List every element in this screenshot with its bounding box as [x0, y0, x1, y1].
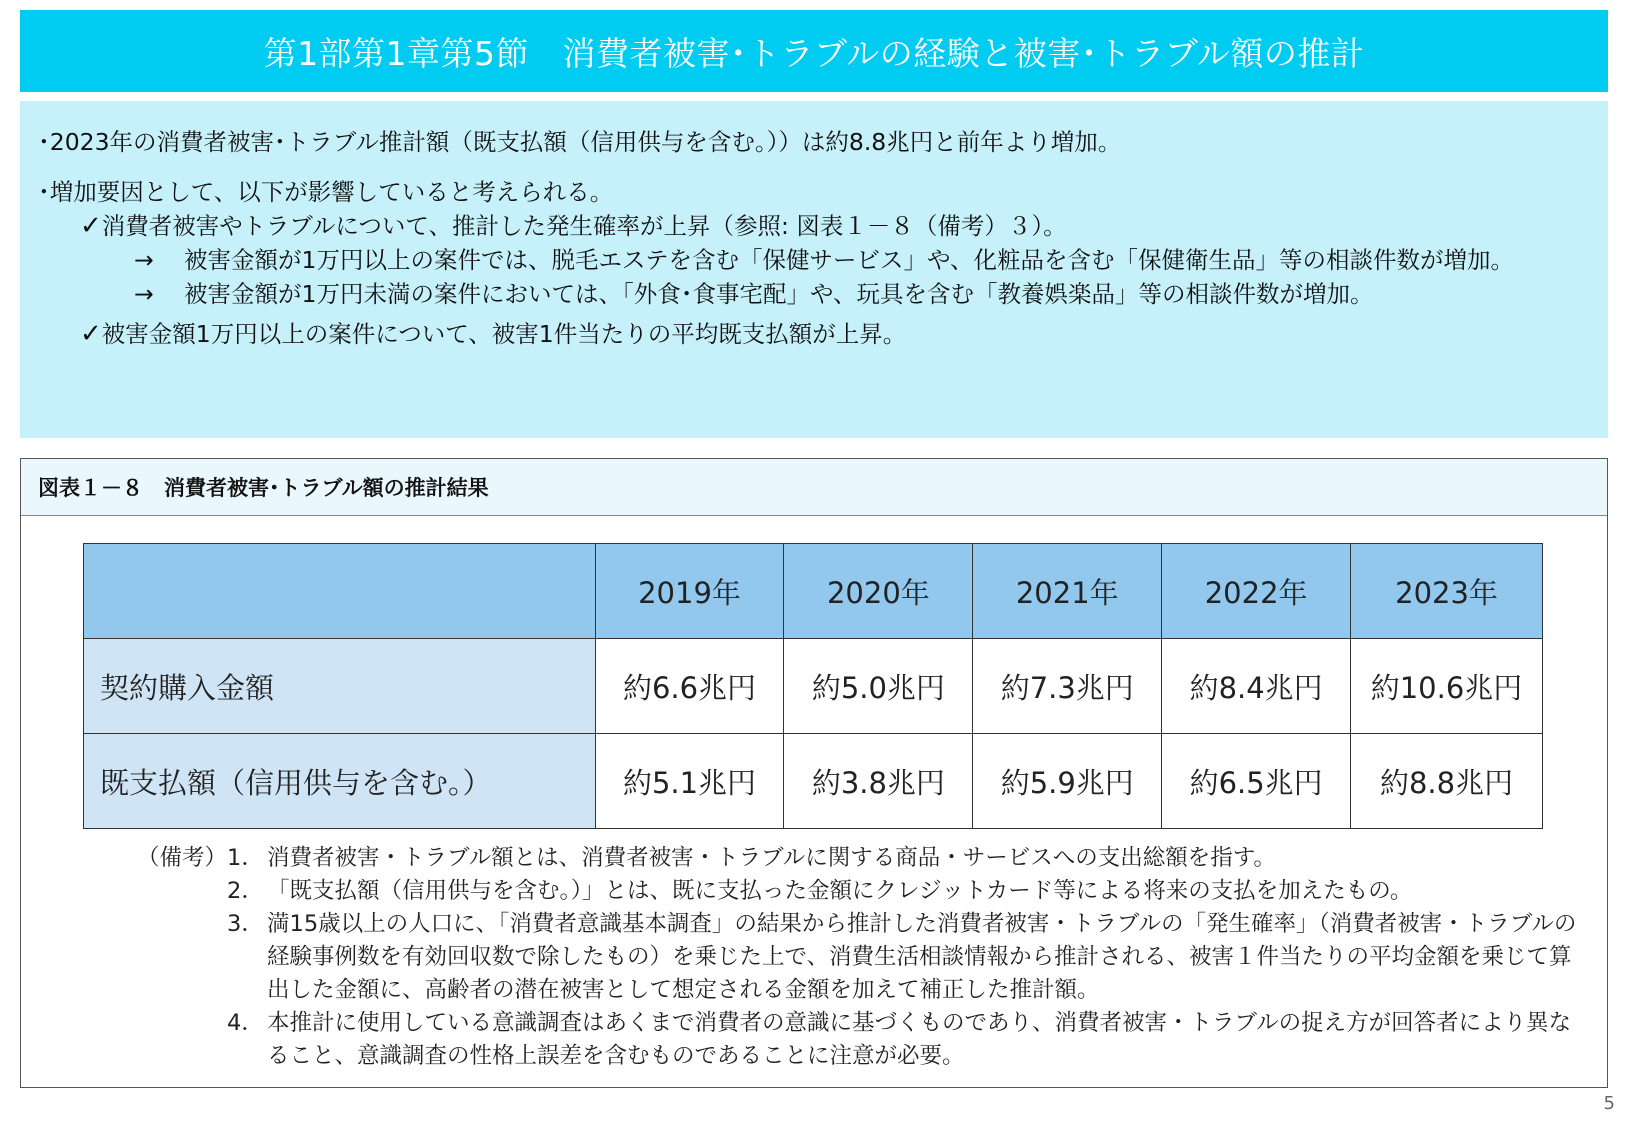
notes-section: [79, 842, 1579, 1073]
check-1-text: 消費者被害やトラブルについて、推計した発生確率が上昇（参照: 図表１－８（備考）３）。: [101, 212, 1067, 240]
estimate-table: [83, 543, 1543, 829]
note-item: [79, 908, 1579, 1007]
arrow-1-text: 被害金額が1万円以上の案件では、脱毛エステを含む「保健サービス」や、化粧品を含む「保健衛生品」等の相談件数が増加。: [184, 246, 1515, 274]
table-cell: 約6.5兆円: [1162, 734, 1351, 829]
summary-check-2: [38, 317, 1608, 351]
table-cell: 約7.3兆円: [973, 639, 1162, 734]
header-cell-2019: 2019年: [595, 544, 784, 639]
row-label: 既支払額（信用供与を含む。）: [84, 734, 596, 829]
note-number: 3．: [227, 911, 264, 937]
check-mark-icon: ✓: [80, 211, 102, 241]
arrow-right-icon: →: [134, 280, 154, 308]
summary-bullet-2: ･増加要因として、以下が影響していると考えられる。: [38, 178, 614, 206]
note-number: 2．: [227, 878, 264, 904]
table-row: [84, 639, 1543, 734]
summary-bullet-1: ･2023年の消費者被害･トラブル推計額（既支払額（信用供与を含む。））は約8.8兆円と前年より増加。: [38, 128, 1122, 156]
note-text: 満15歳以上の人口に、「消費者意識基本調査」の結果から推計した消費者被害・トラブルの「発生確率」（消費者被害・トラブルの経験事例数を有効回収数で除したもの）を乗じた上で、消費生活相談情報から推計される、被害１件当たりの平均金額を乗じて算出した金額に、高齢者の潜在被害として想定される金額を加えて補正した推計額。: [267, 911, 1577, 1003]
table-cell: 約5.9兆円: [973, 734, 1162, 829]
summary-check-1: [38, 209, 1608, 243]
table-cell: 約10.6兆円: [1351, 639, 1543, 734]
header-cell-2022: 2022年: [1162, 544, 1351, 639]
table-cell: 約5.0兆円: [784, 639, 973, 734]
arrow-2-text: 被害金額が1万円未満の案件においては、「外食･食事宅配」や、玩具を含む「教養娯楽品」等の相談件数が増加。: [184, 280, 1374, 308]
table-cell: 約8.4兆円: [1162, 639, 1351, 734]
row-label: 契約購入金額: [84, 639, 596, 734]
table-cell: 約6.6兆円: [595, 639, 784, 734]
check-mark-icon: ✓: [80, 319, 102, 349]
figure-box: [20, 458, 1608, 1088]
header-cell-2020: 2020年: [784, 544, 973, 639]
page-title: 第1部第1章第5節 消費者被害･トラブルの経験と被害･トラブル額の推計: [263, 33, 1365, 73]
arrow-right-icon: →: [134, 246, 154, 274]
table-cell: 約3.8兆円: [784, 734, 973, 829]
summary-arrow-2: [38, 277, 1608, 311]
summary-box: [20, 101, 1608, 438]
header-cell-empty: [84, 544, 596, 639]
note-item: [79, 842, 1579, 875]
page-number: 5: [1603, 1093, 1615, 1114]
note-text: 本推計に使用している意識調査はあくまで消費者の意識に基づくものであり、消費者被害・トラブルの捉え方が回答者により異なること、意識調査の性格上誤差を含むものであることに注意が必要。: [267, 1010, 1572, 1069]
header-cell-2023: 2023年: [1351, 544, 1543, 639]
note-item: [79, 875, 1579, 908]
page-title-bar: [20, 10, 1608, 92]
header-cell-2021: 2021年: [973, 544, 1162, 639]
figure-title: 図表１－８ 消費者被害･トラブル額の推計結果: [21, 459, 1607, 516]
table-cell: 約5.1兆円: [595, 734, 784, 829]
check-2-text: 被害金額1万円以上の案件について、被害1件当たりの平均既支払額が上昇。: [101, 320, 907, 348]
table-cell: 約8.8兆円: [1351, 734, 1543, 829]
note-number: 4．: [227, 1010, 264, 1036]
note-number: 1．: [227, 845, 264, 871]
note-text: 消費者被害・トラブル額とは、消費者被害・トラブルに関する商品・サービスへの支出総額を指す。: [267, 845, 1276, 871]
table-row: [84, 734, 1543, 829]
table-header-row: [84, 544, 1543, 639]
note-item: [79, 1007, 1579, 1073]
summary-arrow-1: [38, 243, 1608, 277]
note-text: 「既支払額（信用供与を含む。）」とは、既に支払った金額にクレジットカード等による将来の支払を加えたもの。: [267, 878, 1413, 904]
notes-label: （備考）: [136, 845, 227, 871]
